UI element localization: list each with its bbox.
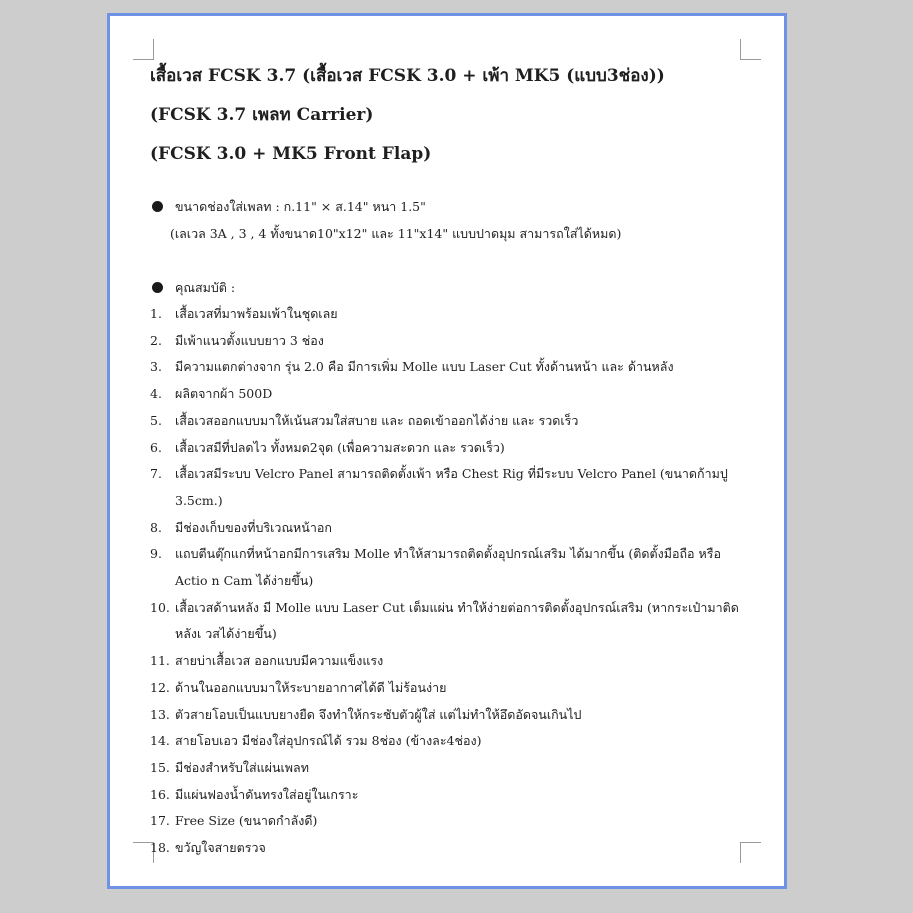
feature-text: ผลิตจากผ้า 500D: [175, 386, 273, 402]
feature-item: [150, 328, 750, 355]
bullet-icon: [152, 282, 163, 293]
feature-text: มีเพ้าแนวตั้งแบบยาว 3 ช่อง: [175, 332, 324, 348]
feature-text: ตัวสายโอบเป็นแบบยางยืด จึงทำให้กระชับตัวผู้ใส่ แต่ไม่ทำให้อึดอัดจนเกินไป: [175, 706, 582, 722]
feature-item: [150, 675, 750, 702]
feature-text: มีแผ่นฟองน้ำดันทรงใส่อยู่ในเกราะ: [175, 786, 359, 802]
feature-number: 1.: [150, 306, 162, 321]
feature-number: 17.: [150, 813, 170, 829]
features-list: [150, 301, 750, 862]
feature-item: [150, 541, 750, 594]
feature-number: 4.: [150, 386, 162, 402]
feature-number: 8.: [150, 519, 162, 535]
document-title: เสื้อเวส FCSK 3.7 (เสื้อเวส FCSK 3.0 + เพ้า MK5 (แบบ3ช่อง)): [150, 66, 665, 86]
feature-item: [150, 755, 750, 782]
feature-item: [150, 435, 750, 462]
feature-number: 7.: [150, 466, 162, 482]
feature-number: 9.: [150, 546, 162, 562]
document-subtitle-carrier: (FCSK 3.7 เพลท Carrier): [150, 105, 374, 125]
feature-item: [150, 408, 750, 435]
feature-text: เสื้อเวสที่มาพร้อมเพ้าในชุดเลย: [175, 306, 338, 321]
feature-number: 5.: [150, 412, 162, 428]
feature-item: [150, 648, 750, 675]
feature-text: เสื้อเวสออกแบบมาให้เน้นสวมใส่สบาย และ ถอดเข้าออกได้ง่าย และ รวดเร็ว: [175, 412, 579, 428]
features-heading: คุณสมบัติ :: [175, 280, 236, 295]
feature-text: เสื้อเวสมีระบบ Velcro Panel สามารถติดตั้งเพ้า หรือ Chest Rig ที่มีระบบ Velcro Panel (ขนาดก้ามปู 3.5cm.): [175, 466, 728, 508]
feature-item: [150, 461, 750, 514]
feature-item: [150, 835, 750, 862]
margin-corner-top-left: [133, 39, 154, 60]
feature-number: 3.: [150, 359, 162, 375]
document-page: [107, 13, 787, 889]
feature-number: 2.: [150, 332, 162, 348]
feature-text: ขวัญใจสายตรวจ: [175, 840, 266, 856]
feature-text: Free Size (ขนาดกำลังดี): [175, 813, 318, 829]
feature-item: [150, 808, 750, 835]
feature-item: [150, 381, 750, 408]
margin-corner-top-right: [740, 39, 761, 60]
feature-text: ด้านในออกแบบมาให้ระบายอากาศได้ดี ไม่ร้อนง่าย: [175, 679, 447, 695]
feature-item: [150, 702, 750, 729]
plate-size-note: (เลเวล 3A , 3 , 4 ทั้งขนาด10"x12" และ 11"x14" แบบปาดมุม สามารถใส่ได้หมด): [170, 226, 622, 241]
feature-number: 16.: [150, 786, 170, 802]
feature-text: เสื้อเวสมีที่ปลดไว ทั้งหมด2จุด (เพื่อความสะดวก และ รวดเร็ว): [175, 439, 505, 455]
feature-item: [150, 782, 750, 809]
feature-text: เสื้อเวสด้านหลัง มี Molle แบบ Laser Cut เต็มแผ่น ทำให้ง่ายต่อการติดตั้งอุปกรณ์เสริม (หากระเป๋ามาติดหลังเ วสได้ง่ายขึ้น): [175, 599, 739, 642]
features-bullet: [150, 274, 750, 301]
feature-number: 15.: [150, 759, 170, 775]
feature-text: แถบตีนตุ๊กแกที่หน้าอกมีการเสริม Molle ทำให้สามารถติดตั้งอุปกรณ์เสริม ได้มากขึ้น (ติดตั้งมือถือ หรือ Actio n Cam ได้ง่ายขึ้น): [175, 546, 721, 589]
plate-size-bullet: [150, 193, 750, 220]
document-subtitle-front-flap: (FCSK 3.0 + MK5 Front Flap): [150, 144, 432, 164]
feature-item: [150, 728, 750, 755]
feature-number: 18.: [150, 840, 170, 856]
feature-text: มีช่องสำหรับใส่แผ่นเพลท: [175, 759, 309, 775]
feature-text: มีความแตกต่างจาก รุ่น 2.0 คือ มีการเพิ่ม Molle แบบ Laser Cut ทั้งด้านหน้า และ ด้านหลัง: [175, 359, 674, 375]
feature-number: 11.: [150, 653, 170, 669]
feature-number: 13.: [150, 706, 170, 722]
feature-text: สายโอบเอว มีช่องใส่อุปกรณ์ได้ รวม 8ช่อง (ข้างละ4ช่อง): [175, 733, 482, 749]
feature-item: [150, 354, 750, 381]
document-content: [150, 64, 750, 862]
feature-item: [150, 595, 750, 648]
feature-number: 12.: [150, 679, 170, 695]
bullet-icon: [152, 201, 163, 212]
feature-number: 14.: [150, 733, 170, 749]
feature-item: [150, 515, 750, 542]
feature-number: 10.: [150, 599, 170, 615]
feature-text: มีช่องเก็บของที่บริเวณหน้าอก: [175, 519, 332, 535]
feature-item: [150, 301, 750, 328]
plate-size-text: ขนาดช่องใส่เพลท : ก.11" × ส.14" หนา 1.5": [175, 199, 426, 214]
feature-text: สายบ่าเสื้อเวส ออกแบบมีความแข็งแรง: [175, 653, 384, 669]
feature-number: 6.: [150, 439, 162, 455]
